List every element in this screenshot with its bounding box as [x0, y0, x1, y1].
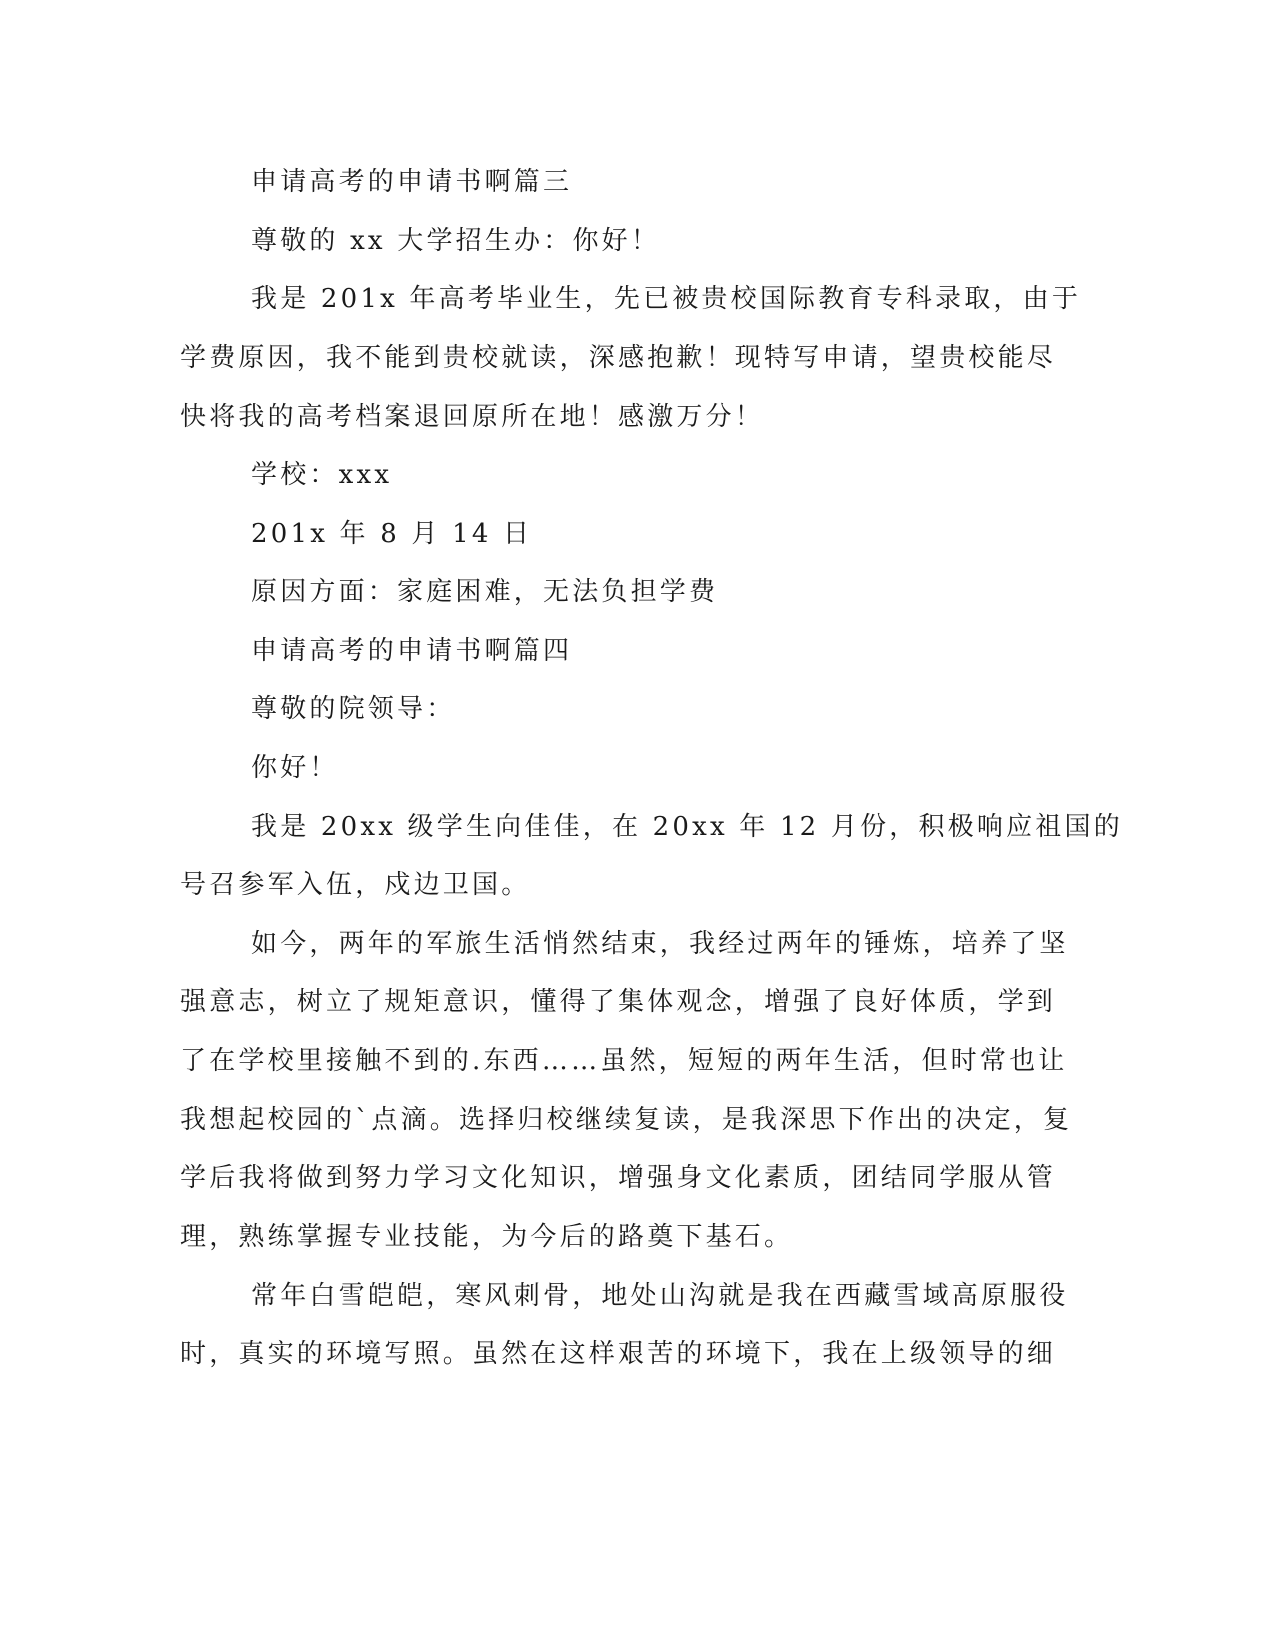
salutation-leaders: 尊敬的院领导： [251, 694, 456, 724]
body-line: 号召参军入伍，戍边卫国。 [180, 870, 531, 900]
signature-date: 201x 年 8 月 14 日 [251, 519, 533, 549]
body-line: 学费原因，我不能到贵校就读，深感抱歉！现特写申请，望贵校能尽 [180, 343, 1057, 373]
body-line: 如今，两年的军旅生活悄然结束，我经过两年的锤炼，培养了坚 [251, 929, 1069, 959]
body-line: 我想起校园的`点滴。选择归校继续复读，是我深思下作出的决定，复 [180, 1105, 1073, 1135]
body-line: 常年白雪皑皑，寒风刺骨，地处山沟就是我在西藏雪域高原服役 [251, 1281, 1069, 1311]
signature-school: 学校：xxx [251, 460, 393, 490]
body-line: 快将我的高考档案退回原所在地！感激万分！ [180, 402, 765, 432]
body-line: 学后我将做到努力学习文化知识，增强身文化素质，团结同学服从管 [180, 1163, 1057, 1193]
salutation-admissions: 尊敬的 xx 大学招生办：你好！ [251, 226, 661, 256]
body-line: 了在学校里接触不到的.东西……虽然，短短的两年生活，但时常也让 [180, 1046, 1068, 1076]
greeting: 你好！ [251, 753, 339, 783]
body-line: 我是 20xx 级学生向佳佳，在 20xx 年 12 月份，积极响应祖国的 [251, 812, 1123, 842]
body-line: 理，熟练掌握专业技能，为今后的路奠下基石。 [180, 1222, 794, 1252]
section-heading-3: 申请高考的申请书啊篇三 [251, 167, 573, 197]
body-line: 时，真实的环境写照。虽然在这样艰苦的环境下，我在上级领导的细 [180, 1339, 1057, 1369]
body-line: 强意志，树立了规矩意识，懂得了集体观念，增强了良好体质，学到 [180, 987, 1057, 1017]
reason-line: 原因方面：家庭困难，无法负担学费 [251, 577, 719, 607]
body-line: 我是 201x 年高考毕业生，先已被贵校国际教育专科录取，由于 [251, 284, 1082, 314]
section-heading-4: 申请高考的申请书啊篇四 [251, 636, 573, 666]
